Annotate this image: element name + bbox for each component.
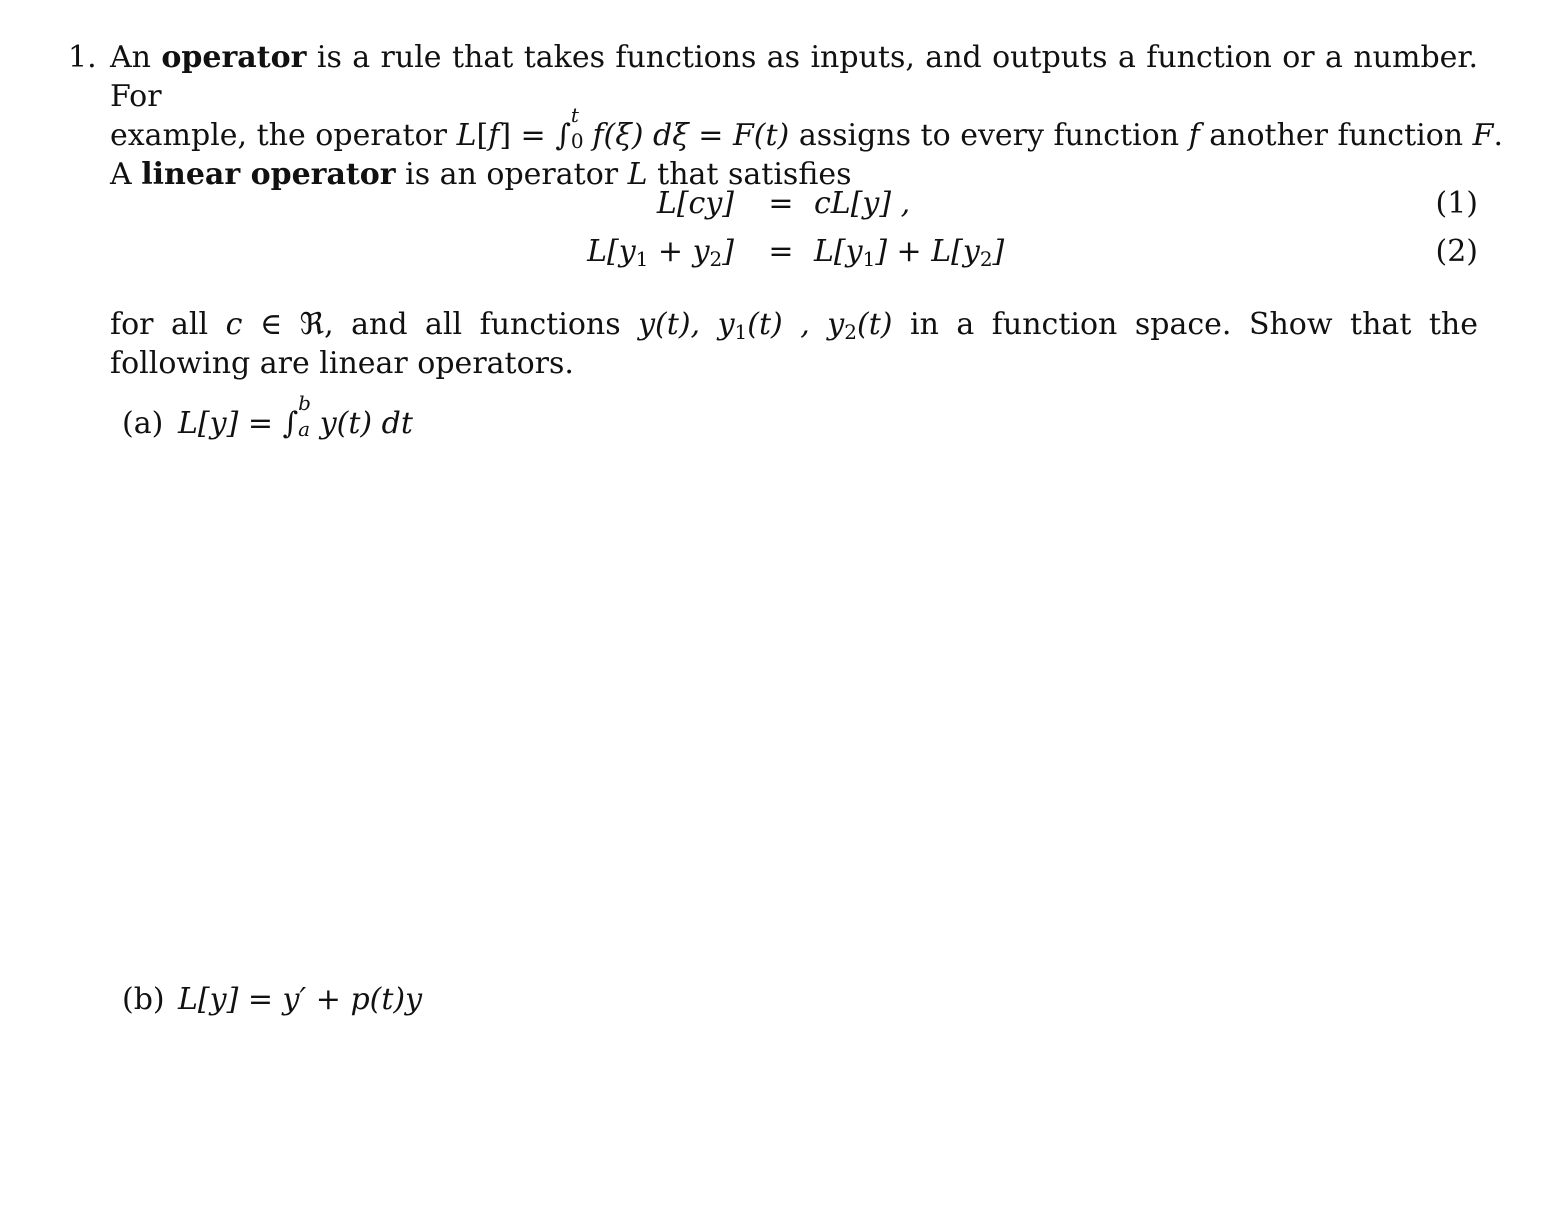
problem-instruction: for all c ∈ ℜ, and all functions y(t), $y_1(t)$ , $y_2(t)$ in a function space. Show that the following are linear operators. [110, 307, 1479, 381]
part-a-label: (a) [122, 406, 164, 441]
integral-symbol: ∫ [282, 406, 299, 441]
integral-limits: b a [298, 391, 311, 441]
equation-1-tag: (1) [1435, 186, 1478, 221]
equation-1-equals: = [768, 186, 794, 221]
part-b-label: (b) [122, 982, 165, 1017]
intro-line-2: example, the operator L[f] = ∫ t 0 f(ξ) dξ = F(t) assigns to every function f another function F. [110, 103, 1504, 153]
problem-intro [110, 38, 1504, 194]
intro-line-3: A linear operator is an operator L that satisfies [110, 157, 852, 192]
equation-1-rhs: cL[y] , [814, 186, 911, 221]
equation-2-tag: (2) [1435, 234, 1478, 269]
equation-2-rhs: $L[y_1] + L[y_2]$ [814, 234, 1005, 271]
integral-symbol: ∫ [555, 118, 571, 153]
term-operator: operator [161, 40, 307, 75]
part-a: (a) L[y] = ∫ b a y(t) dt [122, 404, 413, 444]
problem-number: 1. [68, 40, 97, 75]
integral-limits: t 0 [570, 103, 584, 153]
equation-2-equals: = [768, 234, 794, 269]
example-formula: L[f] = ∫ t 0 f(ξ) dξ = F(t) [456, 103, 790, 153]
part-b: (b) L[y] = y′ + p(t)y [122, 980, 422, 1020]
equation-2-lhs: $L[y_1 + y_2]$ [587, 234, 734, 271]
intro-line-1: An operator is a rule that takes functions as inputs, and outputs a function or a number. For [110, 40, 1478, 114]
equation-1-lhs: L[cy] [656, 186, 734, 221]
term-linear-operator: linear operator [141, 157, 396, 192]
